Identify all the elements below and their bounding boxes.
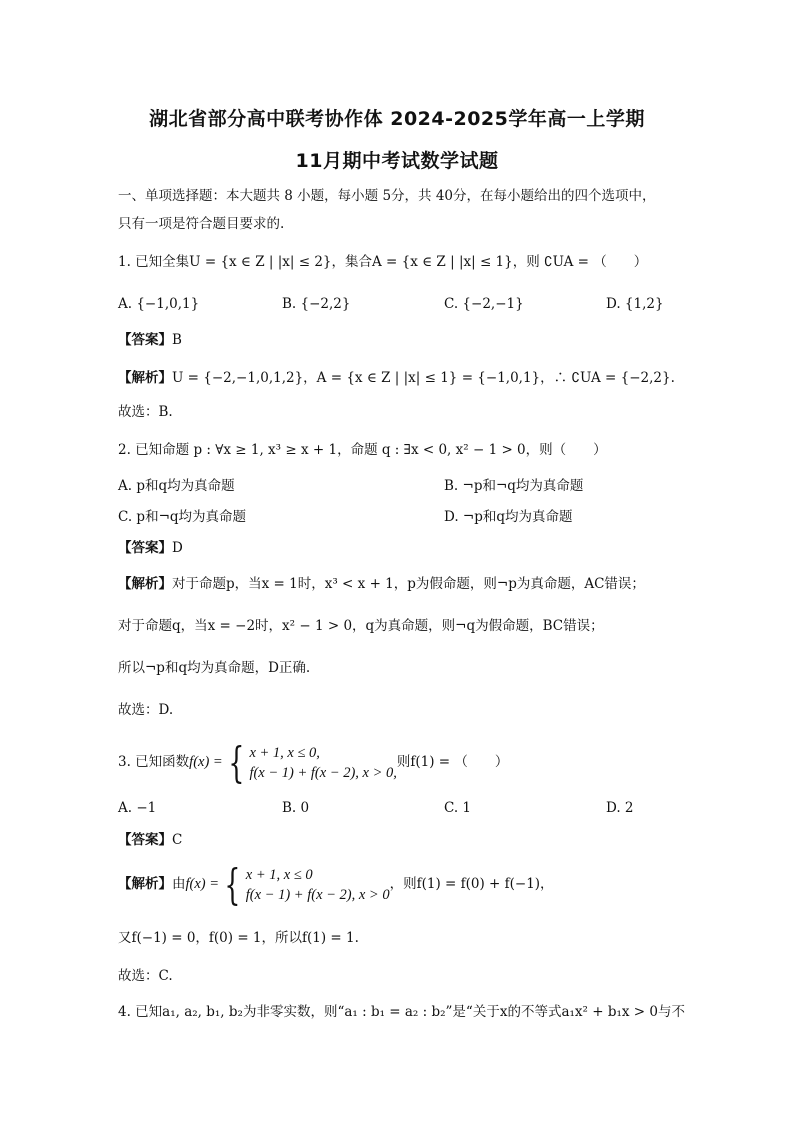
q2-option-a: A. p和q均为真命题	[118, 478, 235, 494]
q2-analysis-text-1: 对于命题p，当x = 1时，x³ < x + 1，p为假命题，则¬p为真命题，AC错误；	[172, 576, 645, 592]
q2-option-c: C. p和¬q均为真命题	[118, 509, 247, 525]
q1-answer-value: B	[172, 332, 182, 348]
q3-analysis-suffix: ，则f(1) = f(0) + f(−1)，	[389, 876, 554, 892]
analysis-label: 【解析】	[118, 876, 172, 892]
analysis-label: 【解析】	[118, 576, 172, 592]
section-heading-cont: 只有一项是符合题目要求的.	[118, 216, 285, 232]
q2-analysis-2: 对于命题q，当x = −2时，x² − 1 > 0，q为真命题，则¬q为假命题，BC错误；	[118, 618, 604, 634]
q3-analysis-1	[118, 859, 554, 909]
q2-option-d: D. ¬p和q均为真命题	[444, 509, 573, 525]
q3-analysis-prefix: 由	[172, 876, 186, 892]
q3-analysis-2: 又f(−1) = 0，f(0) = 1，所以f(1) = 1.	[118, 930, 359, 946]
exam-title-line2: 11月期中考试数学试题	[295, 150, 499, 172]
brace-icon: {	[228, 737, 245, 787]
q3-option-d: D. 2	[606, 800, 634, 816]
q3-stem-suffix: 则f(1) = （ ）	[396, 754, 509, 770]
q3-analysis-fx: f(x) =	[185, 876, 220, 892]
brace-icon: {	[224, 859, 241, 909]
q1-option-d: D. {1,2}	[606, 296, 664, 312]
q1-choose-value: B.	[158, 404, 173, 420]
q2-option-b: B. ¬p和¬q均为真命题	[444, 478, 584, 494]
question-3-stem	[118, 737, 509, 787]
q3-stem-prefix: 3. 已知函数	[118, 754, 190, 770]
q3-piece-top: x + 1, x ≤ 0,	[249, 744, 320, 761]
q3-option-c: C. 1	[444, 800, 472, 816]
question-2-stem: 2. 已知命题 p : ∀x ≥ 1, x³ ≥ x + 1，命题 q : ∃x < 0, x² − 1 > 0，则（ ）	[118, 442, 607, 458]
q1-option-b: B. {−2,2}	[282, 296, 351, 312]
q1-analysis	[118, 368, 675, 388]
analysis-label: 【解析】	[118, 370, 172, 386]
q2-choose	[118, 700, 173, 720]
choose-label: 故选：	[118, 702, 159, 718]
q3-analysis-piece-top: x + 1, x ≤ 0	[245, 866, 313, 883]
q3-piece-bottom: f(x − 1) + f(x − 2), x > 0,	[249, 764, 397, 781]
question-4-stem: 4. 已知a₁, a₂, b₁, b₂为非零实数，则“a₁ : b₁ = a₂ : b₂”是“关于x的不等式a₁x² + b₁x > 0与不	[118, 1004, 685, 1020]
q3-option-b: B. 0	[282, 800, 310, 816]
q2-answer	[118, 538, 183, 558]
question-1-stem: 1. 已知全集U = {x ∈ Z | |x| ≤ 2}，集合A = {x ∈ Z | |x| ≤ 1}，则 ∁UA = （ ）	[118, 254, 648, 270]
q1-choose	[118, 402, 173, 422]
q3-stem-fx: f(x) =	[189, 754, 223, 770]
q1-analysis-text: U = {−2,−1,0,1,2}，A = {x ∈ Z | |x| ≤ 1} = {−1,0,1}，∴ ∁UA = {−2,2}.	[172, 370, 675, 386]
choose-label: 故选：	[118, 404, 159, 420]
answer-label: 【答案】	[118, 832, 172, 848]
q2-answer-value: D	[172, 540, 183, 556]
q2-choose-value: D.	[158, 702, 174, 718]
q1-option-c: C. {−2,−1}	[444, 296, 524, 312]
answer-label: 【答案】	[118, 332, 172, 348]
q3-analysis-piecewise	[246, 865, 390, 905]
q1-answer	[118, 330, 182, 350]
answer-label: 【答案】	[118, 540, 172, 556]
q1-option-a: A. {−1,0,1}	[118, 296, 200, 312]
q2-analysis-3: 所以¬p和q均为真命题，D正确.	[118, 660, 311, 676]
q3-answer-value: C	[172, 832, 183, 848]
choose-label: 故选：	[118, 968, 159, 984]
q3-answer	[118, 830, 182, 850]
q3-analysis-piece-bottom: f(x − 1) + f(x − 2), x > 0	[245, 886, 390, 903]
section-heading: 一、单项选择题：本大题共 8 小题，每小题 5分，共 40分，在每小题给出的四个选项中，	[118, 188, 656, 204]
exam-title-line1: 湖北省部分高中联考协作体 2024-2025学年高一上学期	[149, 108, 645, 130]
q3-piecewise	[249, 743, 396, 783]
q3-choose	[118, 966, 173, 986]
q3-option-a: A. −1	[118, 800, 157, 816]
q3-choose-value: C.	[158, 968, 173, 984]
q2-analysis-1	[118, 574, 645, 594]
